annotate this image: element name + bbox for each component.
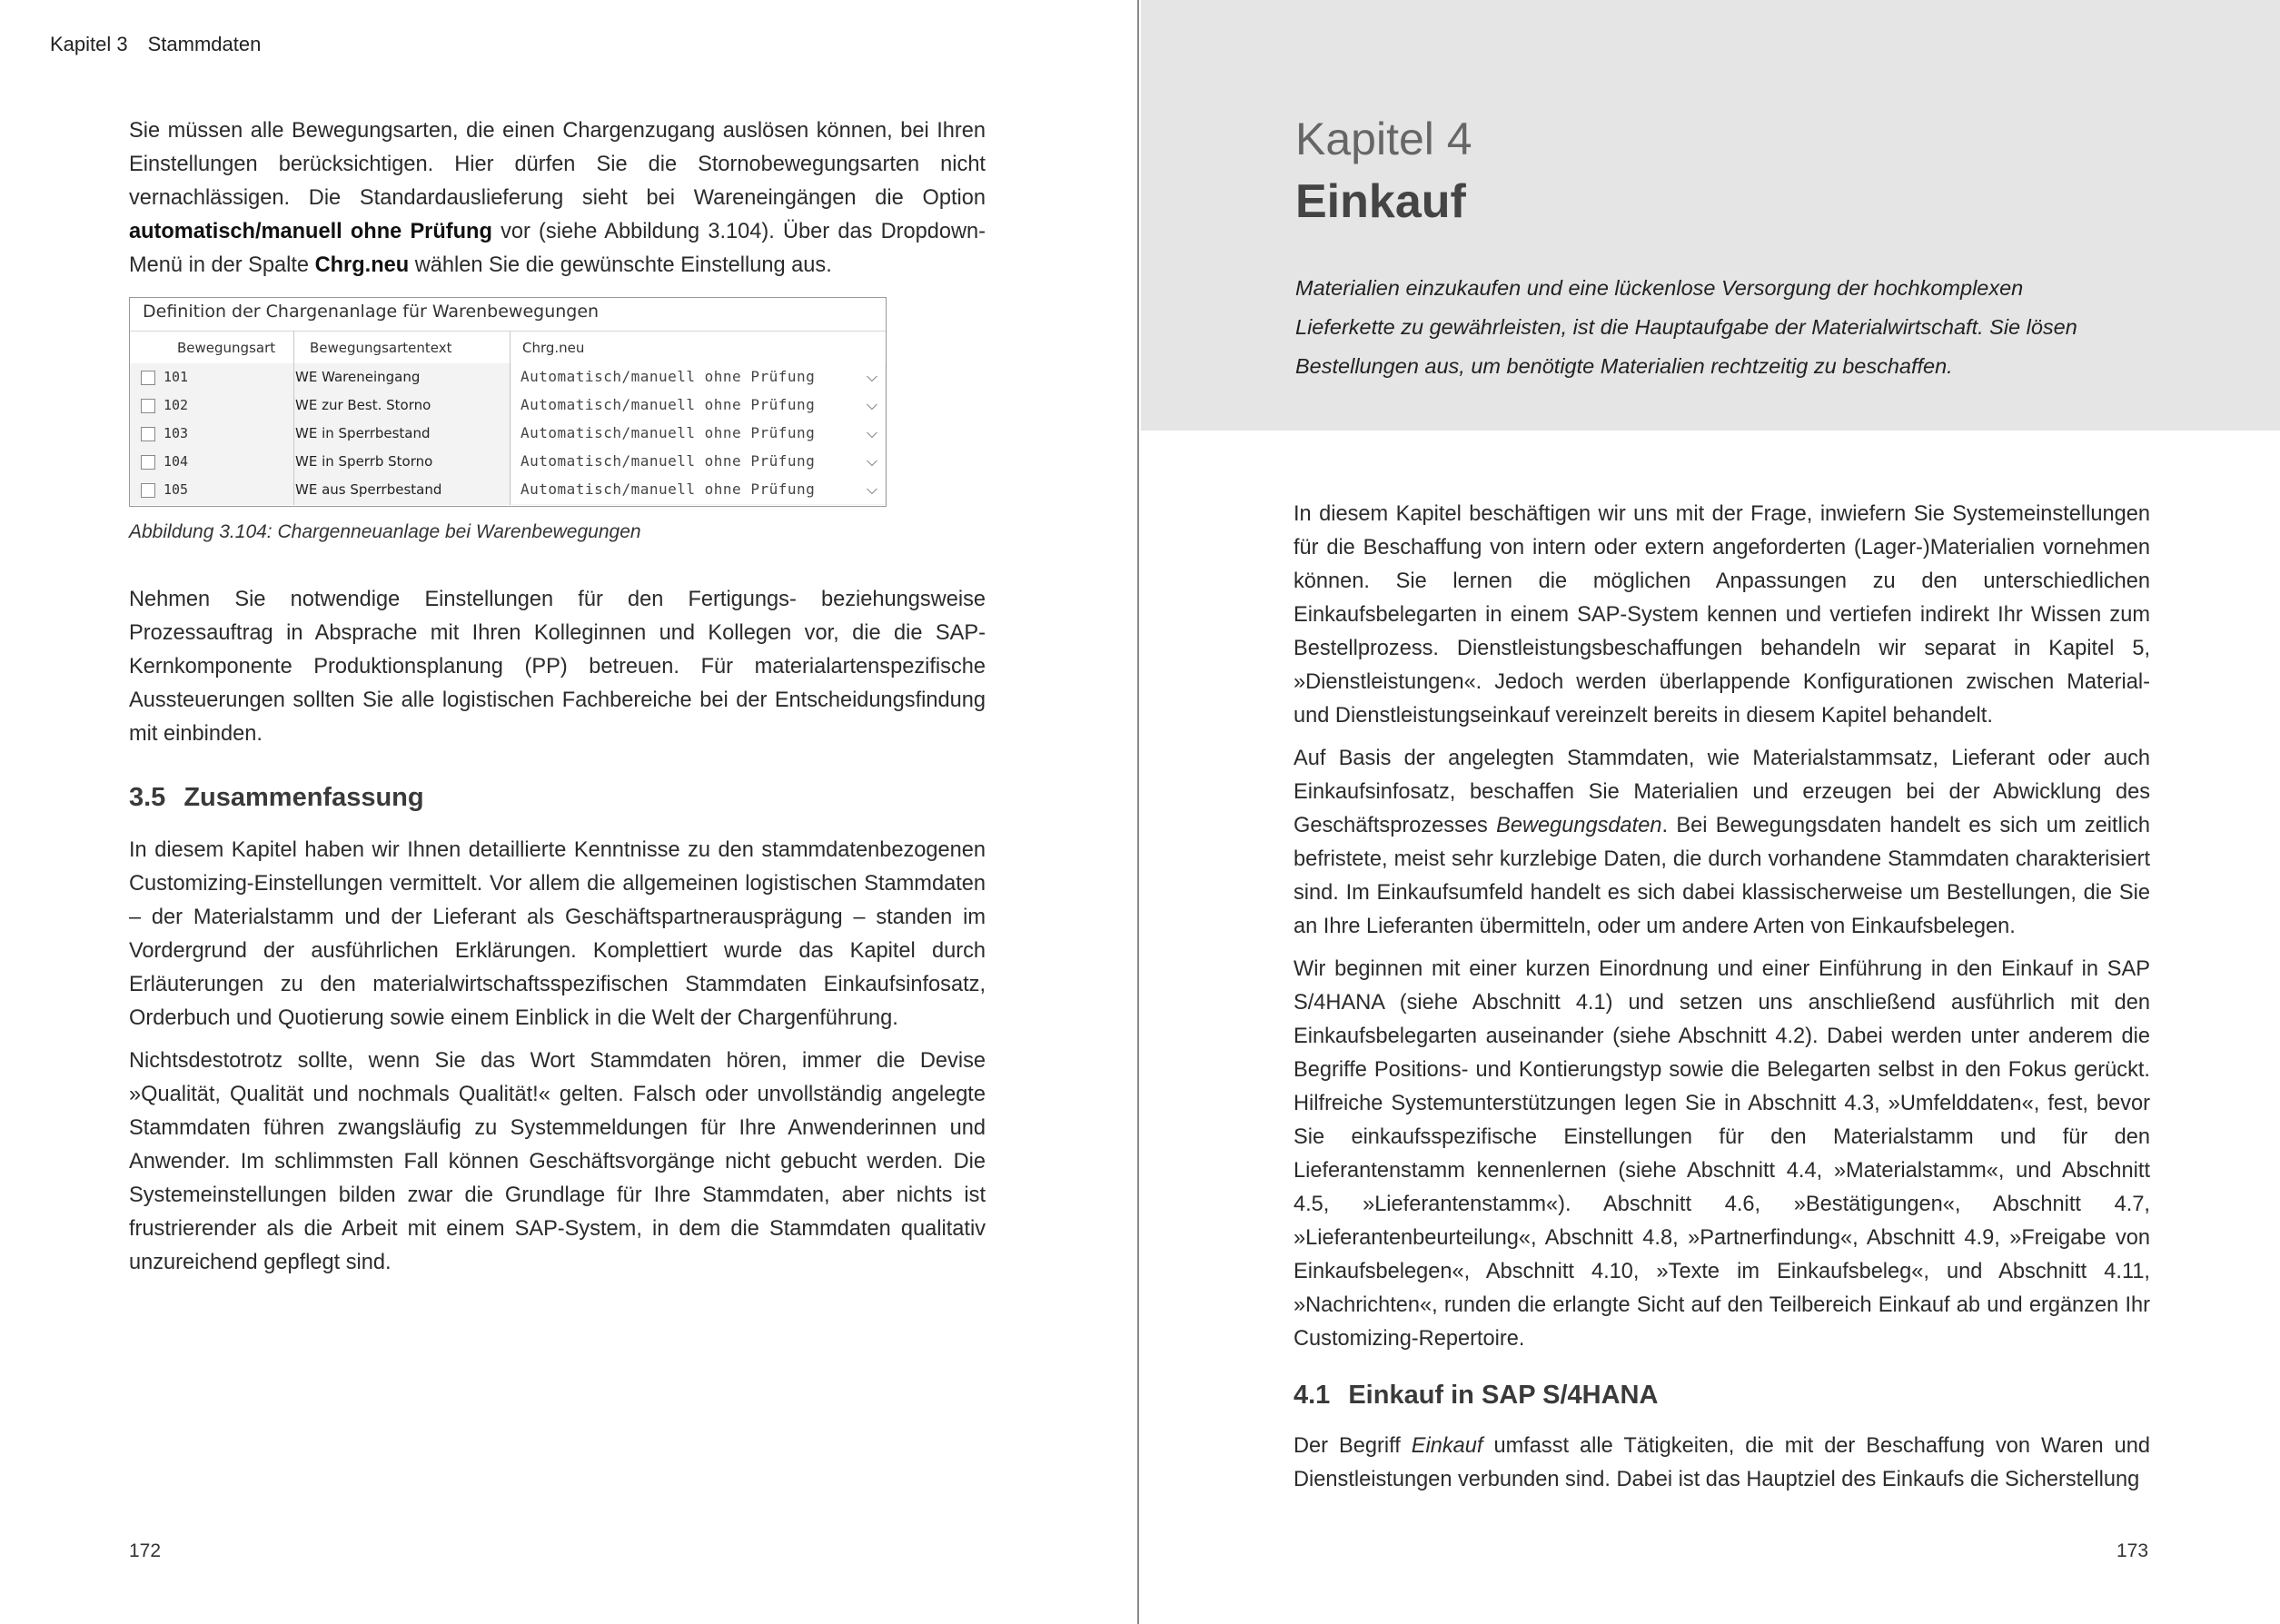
figure-caption: Abbildung 3.104: Chargenneuanlage bei Warenbewegungen xyxy=(129,521,641,542)
paragraph-text: Nehmen Sie notwendige Einstellungen für den Fertigungs- beziehungsweise Prozessauftrag in Absprache mit Ihren Kolleginnen und Kollegen vor, die die SAP-Kernkomponente Produktionsplanung (PP) betreuen. Für materialartenspezifische Aussteuerungen sollten Sie alle logistischen Fachbereiche bei der Entscheidungsfindung mit einbinden. xyxy=(129,588,986,746)
chapter-intro: Materialien einzukaufen und eine lückenlose Versorgung der hochkomplexen Lieferkette zu gewährleisten, ist die Hauptaufgabe der Materialwirtschaft. Sie lösen Bestellungen aus, um benötigte Materialien rechtzeitig zu beschaffen. xyxy=(1295,276,2077,378)
text-run: Auf Basis der angelegten Stammdaten, wie Materialstammsatz, Lieferant oder auch Einkaufsinfosatz, beschaffen Sie Materialien und erzeugen bei der Abwicklung des Geschäftsprozesses xyxy=(1294,747,2150,837)
batch-creation-dropdown[interactable] xyxy=(511,448,885,476)
page-number: 173 xyxy=(2116,1540,2149,1561)
text-run: wählen Sie die gewünschte Einstellung aus. xyxy=(409,253,832,277)
left-page xyxy=(0,0,1139,1624)
text-run: vor (siehe Abbildung 3.104). Über das Dropdown-Menü in der Spalte xyxy=(129,220,986,277)
section-title: Zusammenfassung xyxy=(183,783,424,812)
row-checkbox[interactable] xyxy=(141,399,155,413)
table-row xyxy=(130,476,886,504)
chevron-down-icon[interactable]: ⌵ xyxy=(866,396,877,413)
movement-type-code: 103 xyxy=(164,425,189,441)
figure-title: Definition der Chargenanlage für Warenbewegungen xyxy=(143,302,600,322)
batch-creation-dropdown[interactable] xyxy=(511,391,885,420)
italic-term: Einkauf xyxy=(1411,1434,1483,1458)
row-checkbox[interactable] xyxy=(141,455,155,470)
movement-type-code: 102 xyxy=(164,397,189,413)
movement-type-text: WE aus Sperrbestand xyxy=(295,481,442,498)
row-checkbox[interactable] xyxy=(141,371,155,385)
paragraph-text: Wir beginnen mit einer kurzen Einordnung und einer Einführung in den Einkauf in SAP S/4HANA (siehe Abschnitt 4.1) und setzen uns anschließend ausführlich mit den Einkaufsbelegarten auseinander (siehe Abschnitt 4.2). Dabei werden unter anderem die Begriffe Positions- und Kontierungstyp sowie die Belegarten selbst in den Fokus gerückt. Hilfreiche Systemunterstützungen legen Sie in Abschnitt 4.3, »Umfelddaten«, fest, bevor Sie einkaufsspezifische Einstellungen für den Materialstamm und für den Lieferantenstamm kennenlernen (siehe Abschnitt 4.4, »Materialstamm«, und Abschnitt 4.5, »Lieferantenstamm«). Abschnitt 4.6, »Bestätigungen«, Abschnitt 4.7, »Lieferantenbeurteilung«, Abschnitt 4.8, »Partnerfindung«, Abschnitt 4.9, »Freigabe von Einkaufsbelegen«, Abschnitt 4.10, »Texte im Einkaufsbeleg«, und Abschnitt 4.11, »Nachrichten«, runden die erlangte Sicht auf den Teilbereich Einkauf ab und ergänzen Ihr Customizing-Repertoire. xyxy=(1294,957,2150,1351)
movement-type-text: WE in Sperrb Storno xyxy=(295,453,433,470)
batch-creation-dropdown[interactable] xyxy=(511,363,885,391)
table-row xyxy=(130,363,886,391)
paragraph-text: Nichtsdestotrotz sollte, wenn Sie das Wort Stammdaten hören, immer die Devise »Qualität, Qualität und nochmals Qualität!« gelten. Falsch oder unvollständig angelegte Stammdaten führen zwangsläufig zu Systemmeldungen für Ihre Anwenderinnen und Anwender. Im schlimmsten Fall können Geschäftsvorgänge nicht gebucht werden. Die Systemeinstellungen bilden zwar die Grundlage für Ihre Stammdaten, aber nichts ist frustrierender als die Arbeit mit einem SAP-System, in dem die Stammdaten qualitativ unzureichend gepflegt sind. xyxy=(129,1049,986,1274)
movement-type-text: WE zur Best. Storno xyxy=(295,397,431,413)
text-run: umfasst alle Tätigkeiten, die mit der Beschaffung von Waren und Dienstleistungen verbunden sind. Dabei ist das Hauptziel des Einkaufs die Sicherstellung xyxy=(1294,1434,2150,1491)
movement-type-text: WE Wareneingang xyxy=(295,369,421,385)
row-checkbox[interactable] xyxy=(141,427,155,441)
movement-type-code: 104 xyxy=(164,453,189,470)
column-header-bewegungsart: Bewegungsart xyxy=(177,340,276,356)
batch-creation-dropdown[interactable] xyxy=(511,476,885,504)
paragraph-3 xyxy=(129,834,986,1289)
paragraph-text: In diesem Kapitel haben wir Ihnen detaillierte Kenntnisse zu den stammdatenbezogenen Customizing-Einstellungen vermittelt. Vor allem die allgemeinen logistischen Stammdaten – der Materialstamm und der Lieferant als Geschäftspartnerausprägung – standen im Vordergrund der ausführlichen Erklärungen. Komplettiert wurde das Kapitel durch Erläuterungen zu den materialwirtschaftsspezifischen Stammdaten Einkaufsinfosatz, Orderbuch und Quotierung sowie einem Einblick in die Welt der Chargenführung. xyxy=(129,838,986,1030)
text-run: Der Begriff xyxy=(1294,1434,1412,1458)
chapter-opener xyxy=(1141,0,2280,431)
section-heading xyxy=(1294,1381,1658,1411)
table-row xyxy=(130,448,886,476)
dropdown-value: Automatisch/manuell ohne Prüfung xyxy=(520,396,816,413)
paragraph-text xyxy=(1294,1430,2150,1497)
dropdown-value: Automatisch/manuell ohne Prüfung xyxy=(520,368,816,385)
text-run: Sie müssen alle Bewegungsarten, die einen Chargenzugang auslösen können, bei Ihren Einstellungen berücksichtigen. Hier dürfen Sie die Stornobewegungsarten nicht vernachlässigen. Die Standardauslieferung sieht bei Wareneingängen die Option xyxy=(129,119,986,210)
paragraph-text: In diesem Kapitel beschäftigen wir uns mit der Frage, inwiefern Sie Systemeinstellungen für die Beschaffung von intern oder extern angeforderten (Lager-)Materialien vornehmen können. Sie lernen die möglichen Anpassungen zu den unterschiedlichen Einkaufsbelegarten in einem SAP-System kennen und vertiefen indirekt Ihr Wissen zum Bestellprozess. Dienstleistungsbeschaffungen behandeln wir separat in Kapitel 5, »Dienstleistungen«. Jedoch werden überlappende Konfigurationen zwischen Material- und Dienstleistungseinkauf vereinzelt bereits in diesem Kapitel behandelt. xyxy=(1294,502,2150,728)
movement-type-code: 105 xyxy=(164,481,189,498)
running-head xyxy=(50,33,281,56)
bold-column-name: Chrg.neu xyxy=(314,253,410,277)
table-header xyxy=(130,331,886,364)
chevron-down-icon[interactable]: ⌵ xyxy=(866,452,877,470)
section-number: 4.1 xyxy=(1294,1381,1331,1410)
column-header-bewegungsartentext: Bewegungsartentext xyxy=(310,340,452,356)
batch-creation-dropdown[interactable] xyxy=(511,420,885,448)
table-row xyxy=(130,420,886,448)
paragraph-text xyxy=(129,114,986,282)
running-head-chapter: Kapitel 3 xyxy=(50,33,128,55)
movement-type-text: WE in Sperrbestand xyxy=(295,425,431,441)
dropdown-value: Automatisch/manuell ohne Prüfung xyxy=(520,424,816,441)
paragraph-text xyxy=(1294,742,2150,944)
chevron-down-icon[interactable]: ⌵ xyxy=(866,368,877,385)
running-head-title: Stammdaten xyxy=(147,33,262,55)
page-number: 172 xyxy=(129,1540,162,1561)
dropdown-value: Automatisch/manuell ohne Prüfung xyxy=(520,480,816,498)
section-heading xyxy=(129,783,424,813)
column-header-chrg-neu: Chrg.neu xyxy=(522,340,585,356)
right-page xyxy=(1141,0,2280,1624)
dropdown-value: Automatisch/manuell ohne Prüfung xyxy=(520,452,816,470)
text-run: . Bei Bewegungsdaten handelt es sich um zeitlich befristete, meist sehr kurzlebige Daten, die durch vorhandene Stammdaten charakterisiert sind. Im Einkaufsumfeld handelt es sich dabei klassischerweise um Bestellungen, die Sie an Ihre Lieferanten übermitteln, oder um andere Arten von Einkaufsbelegen. xyxy=(1294,814,2150,938)
chevron-down-icon[interactable]: ⌵ xyxy=(866,480,877,498)
paragraph-1 xyxy=(129,114,986,292)
chapter-kicker: Kapitel 4 xyxy=(1295,114,1472,164)
chapter-body xyxy=(1294,498,2150,1365)
movement-type-code: 101 xyxy=(164,369,189,385)
section-title: Einkauf in SAP S/4HANA xyxy=(1348,1381,1659,1410)
table-row xyxy=(130,391,886,420)
chapter-title: Einkauf xyxy=(1295,175,1466,228)
figure-batch-table xyxy=(129,297,887,507)
paragraph-section xyxy=(1294,1430,2150,1506)
bold-option: automatisch/manuell ohne Prüfung xyxy=(129,220,492,243)
section-number: 3.5 xyxy=(129,783,166,812)
row-checkbox[interactable] xyxy=(141,483,155,498)
paragraph-2 xyxy=(129,583,986,760)
chevron-down-icon[interactable]: ⌵ xyxy=(866,424,877,441)
italic-term: Bewegungsdaten xyxy=(1496,814,1662,837)
